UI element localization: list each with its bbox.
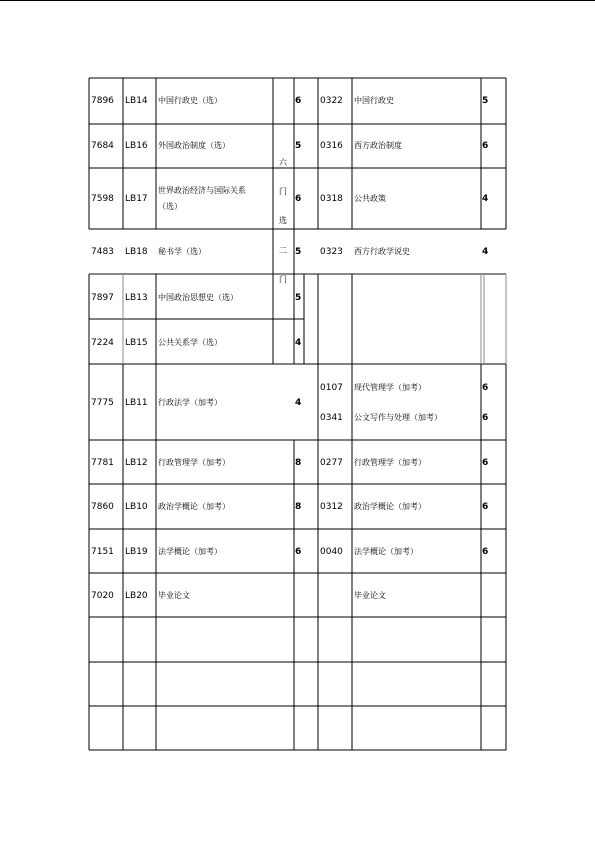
credit-2: 6 [482, 547, 489, 557]
credit-2: 6 [482, 383, 489, 393]
course-code-2: 0107 [320, 383, 343, 393]
course-name: 外国政治制度（选） [158, 141, 230, 150]
credit-2: 6 [482, 413, 489, 423]
credit-2: 4 [482, 194, 489, 204]
credit: 5 [295, 293, 302, 303]
course-name-2: 公共政策 [354, 194, 386, 203]
course-name-2: 法学概论（加考） [354, 547, 418, 556]
credit: 5 [295, 247, 302, 257]
lb-code: LB16 [125, 141, 148, 151]
course-code: 7151 [91, 547, 114, 557]
credit: 6 [295, 547, 302, 557]
course-code-2: 0318 [320, 194, 343, 204]
course-code: 7020 [91, 591, 114, 601]
course-code: 7860 [91, 502, 114, 512]
course-name-2: 毕业论文 [354, 591, 386, 600]
lb-code: LB14 [125, 96, 148, 106]
course-name-2: 西方政治制度 [354, 141, 402, 150]
lb-code: LB10 [125, 502, 148, 512]
credit-2: 6 [482, 458, 489, 468]
credit: 6 [295, 194, 302, 204]
course-code-2: 0341 [320, 413, 343, 423]
credit: 4 [295, 338, 302, 348]
course-name-2: 政治学概论（加考） [354, 502, 426, 511]
course-code: 7897 [91, 293, 114, 303]
course-name-2: 西方行政学说史 [354, 247, 410, 256]
course-code: 7781 [91, 458, 114, 468]
course-name: 中国政治思想史（选） [158, 293, 238, 302]
lb-code: LB17 [125, 194, 148, 204]
lb-code: LB18 [125, 247, 148, 257]
course-code-2: 0323 [320, 247, 343, 257]
course-code-2: 0312 [320, 502, 343, 512]
course-code-2: 0316 [320, 141, 343, 151]
course-name-line1: 世界政治经济与国际关系 [158, 186, 246, 195]
course-name: 公共关系学（选） [158, 338, 222, 347]
course-code-2: 0322 [320, 96, 343, 106]
course-name: 行政管理学（加考） [158, 458, 230, 467]
bracket-label-char: 二 [279, 246, 287, 255]
credit: 5 [295, 141, 302, 151]
credit: 4 [295, 398, 302, 408]
course-code: 7775 [91, 398, 114, 408]
course-code: 7684 [91, 141, 114, 151]
credit-2: 4 [482, 247, 489, 257]
lb-code: LB11 [125, 398, 148, 408]
lb-code: LB13 [125, 293, 148, 303]
course-code: 7483 [91, 247, 114, 257]
course-name-2: 现代管理学（加考） [354, 383, 426, 392]
bracket-label-char: 六 [279, 158, 287, 167]
bracket-label-char: 门 [279, 187, 287, 196]
lb-code: LB12 [125, 458, 148, 468]
credit-2: 5 [482, 96, 489, 106]
bracket-label-char: 选 [279, 216, 287, 225]
credit: 8 [295, 458, 302, 468]
lb-code: LB19 [125, 547, 148, 557]
credit: 6 [295, 96, 302, 106]
course-name: 政治学概论（加考） [158, 502, 230, 511]
course-name: 秘书学（选） [158, 247, 206, 256]
course-name: 法学概论（加考） [158, 547, 222, 556]
course-code: 7224 [91, 338, 114, 348]
lb-code: LB20 [125, 591, 148, 601]
course-name-2: 行政管理学（加考） [354, 458, 426, 467]
course-name-line2: （选） [158, 202, 182, 211]
course-name: 中国行政史（选） [158, 96, 222, 105]
bracket-label-char: 门 [279, 275, 287, 284]
course-code-2: 0277 [320, 458, 343, 468]
course-code-2: 0040 [320, 547, 343, 557]
course-code: 7598 [91, 194, 114, 204]
credit-2: 6 [482, 141, 489, 151]
course-name-2: 公文写作与处理（加考） [354, 413, 442, 422]
credit: 8 [295, 502, 302, 512]
course-code: 7896 [91, 96, 114, 106]
lb-code: LB15 [125, 338, 148, 348]
course-name-2: 中国行政史 [354, 96, 394, 105]
course-name: 毕业论文 [158, 591, 190, 600]
course-name: 行政法学（加考） [158, 398, 222, 407]
credit-2: 6 [482, 502, 489, 512]
